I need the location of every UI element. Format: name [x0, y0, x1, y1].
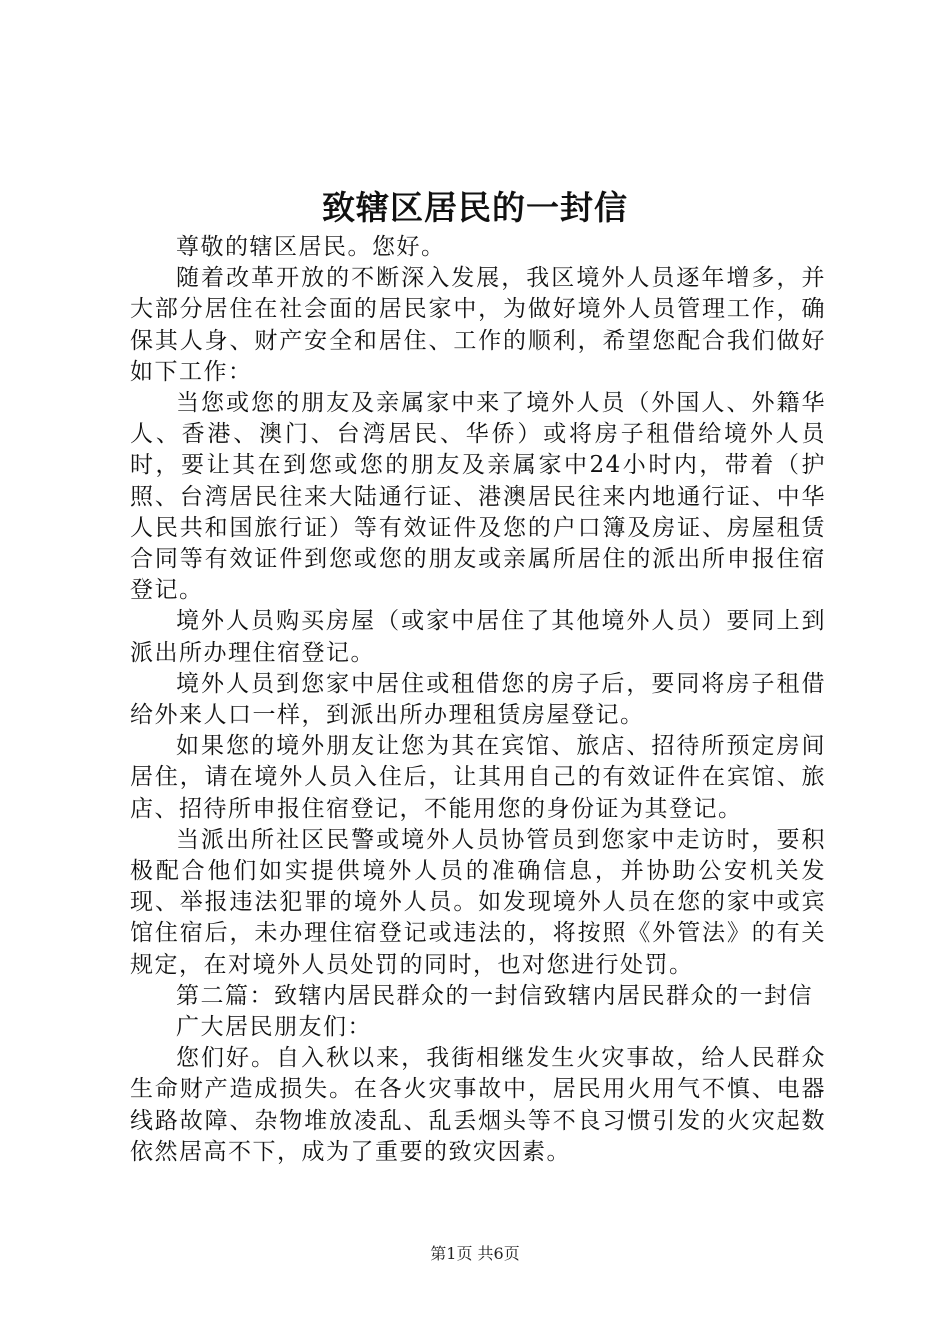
paragraph-registration: 当您或您的朋友及亲属家中来了境外人员（外国人、外籍华人、香港、澳门、台湾居民、华侨）或将房子租借给境外人员时，要让其在到您或您的朋友及亲属家中24小时内，带着（护照、台湾居民往来大陆通行证、港澳居民往来内地通行证、中华人民共和国旅行证）等有效证件及您的户口簿及房证、房屋租赁合同等有效证件到您或您的朋友或亲属所居住的派出所申报住宿登记。: [130, 390, 826, 604]
paragraph-house-purchase: 境外人员购买房屋（或家中居住了其他境外人员）要同上到派出所办理住宿登记。: [130, 608, 826, 666]
page-number-footer: 第1页 共6页: [430, 1244, 520, 1263]
paragraph-intro: 随着改革开放的不断深入发展，我区境外人员逐年增多，并大部分居住在社会面的居民家中，为做好境外人员管理工作，确保其人身、财产安全和居住、工作的顺利，希望您配合我们做好如下工作：: [130, 265, 826, 385]
paragraph-second-title: 第二篇：致辖内居民群众的一封信致辖内居民群众的一封信: [176, 982, 813, 1009]
paragraph-second-salutation: 广大居民朋友们：: [176, 1014, 372, 1041]
document-title: 致辖区居民的一封信: [322, 188, 628, 227]
paragraph-fire-safety: 您们好。自入秋以来，我街相继发生火灾事故，给人民群众生命财产造成损失。在各火灾事故中，居民用火用气不慎、电器线路故障、杂物堆放凌乱、乱丢烟头等不良习惯引发的火灾起数依然居高不下，成为了重要的致灾因素。: [130, 1045, 826, 1165]
paragraph-hotel: 如果您的境外朋友让您为其在宾馆、旅店、招待所预定房间居住，请在境外人员入住后，让其用自己的有效证件在宾馆、旅店、招待所申报住宿登记，不能用您的身份证为其登记。: [130, 733, 826, 822]
document-body: [130, 232, 826, 1168]
paragraph-greeting: 尊敬的辖区居民。您好。: [176, 234, 446, 260]
paragraph-cooperation: 当派出所社区民警或境外人员协管员到您家中走访时，要积极配合他们如实提供境外人员的准确信息，并协助公安机关发现、举报违法犯罪的境外人员。如发现境外人员在您的家中或宾馆住宿后，未办理住宿登记或违法的，将按照《外管法》的有关规定，在对境外人员处罚的同时，也对您进行处罚。: [130, 826, 826, 978]
paragraph-rental: 境外人员到您家中居住或租借您的房子后，要同将房子租借给外来人口一样，到派出所办理租赁房屋登记。: [130, 670, 826, 729]
